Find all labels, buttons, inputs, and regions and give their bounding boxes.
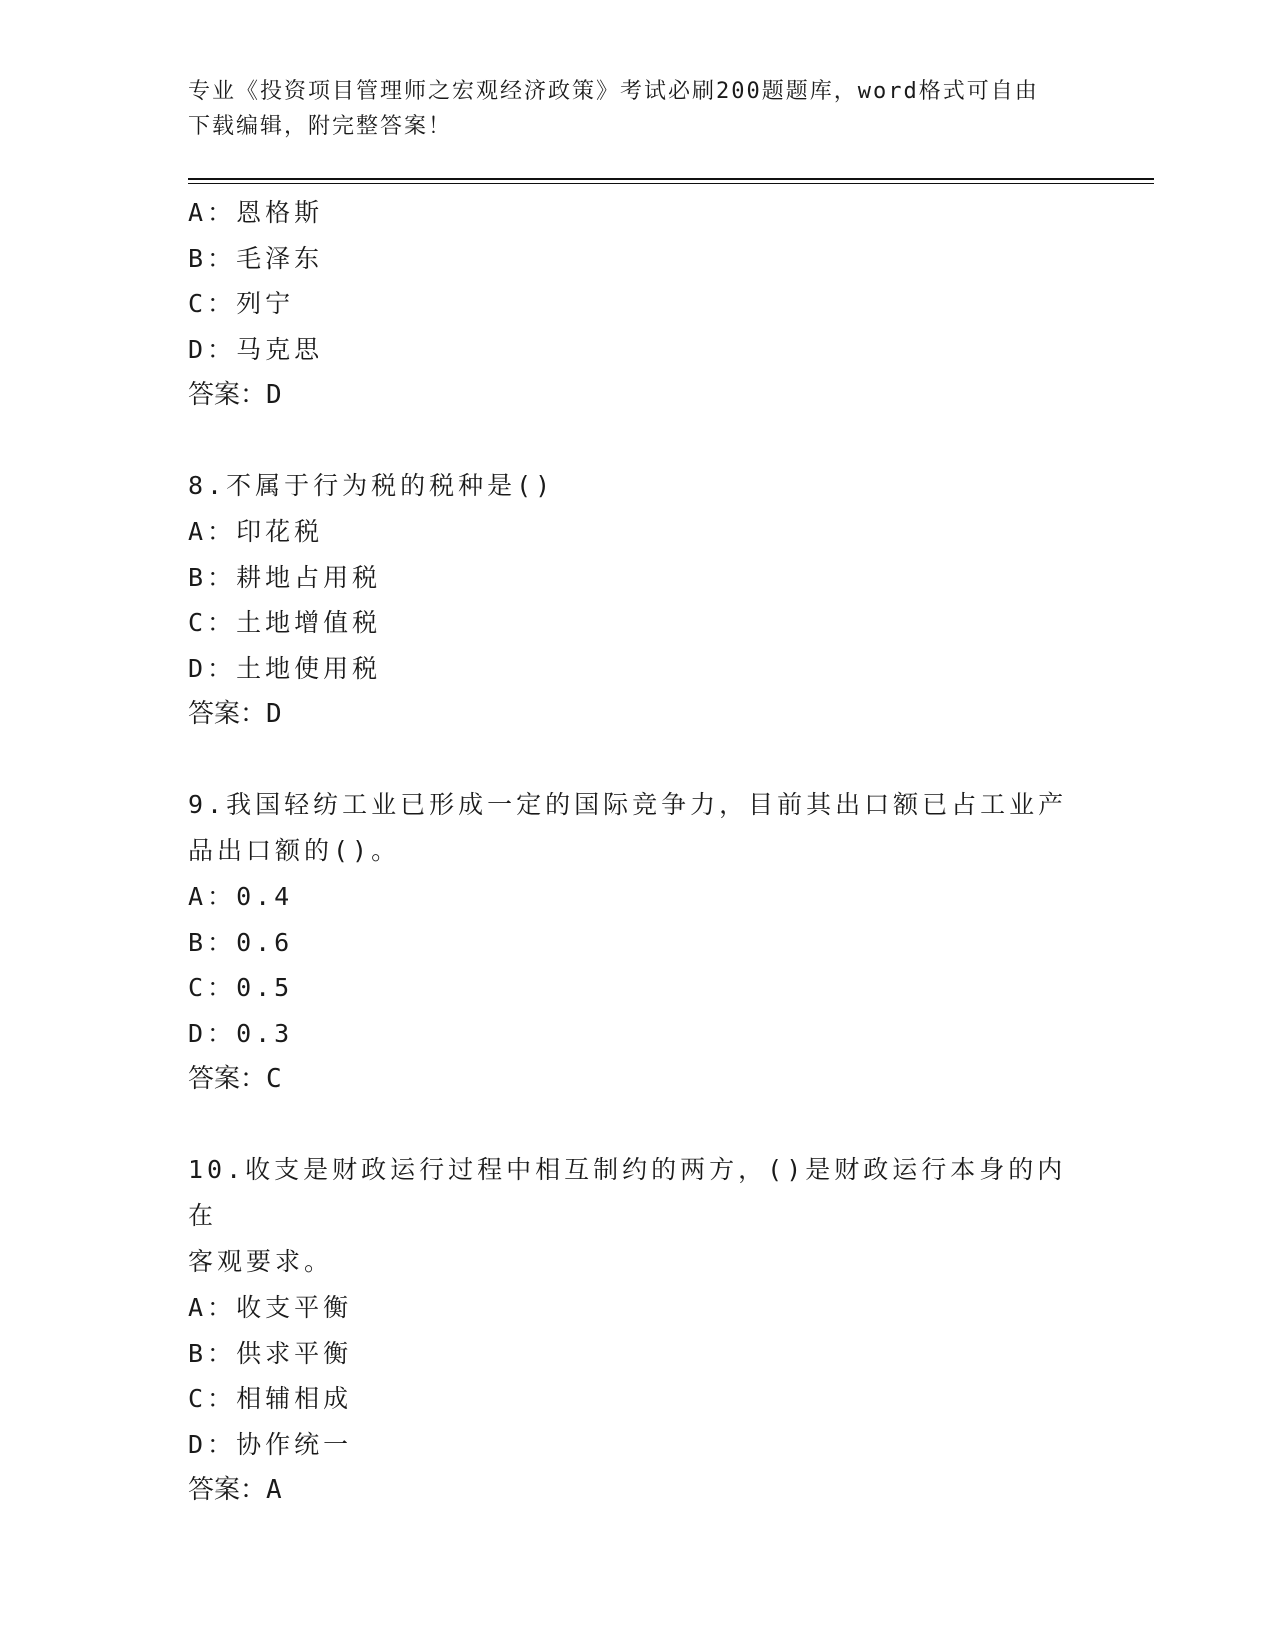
- option-text: 0.6: [236, 927, 294, 957]
- question-block-9: [188, 782, 1088, 1102]
- question-block-8: [188, 463, 1088, 737]
- option-a: [188, 874, 1088, 920]
- option-text: 耕地占用税: [236, 562, 382, 592]
- option-text: 相辅相成: [236, 1384, 353, 1413]
- question-block-7: [188, 190, 1088, 418]
- header-divider-thin: [188, 183, 1154, 184]
- option-key: B：: [188, 927, 237, 957]
- answer-line: [188, 372, 1088, 418]
- answer-label: 答案：: [188, 380, 267, 410]
- option-text: 列宁: [236, 289, 295, 318]
- answer-label: 答案：: [188, 1064, 267, 1094]
- option-text: 毛泽东: [236, 243, 324, 273]
- answer-line: [188, 1056, 1088, 1102]
- option-key: B：: [188, 243, 237, 273]
- option-text: 收支平衡: [236, 1293, 353, 1322]
- option-key: C：: [188, 1384, 237, 1413]
- option-key: B：: [188, 562, 237, 592]
- option-d: [188, 1011, 1088, 1057]
- option-text: 0.4: [236, 882, 294, 911]
- option-b: [188, 920, 1088, 966]
- option-key: C：: [188, 608, 237, 637]
- document-header: [188, 74, 1068, 144]
- option-text: 马克思: [236, 334, 324, 364]
- answer-line: [188, 1467, 1088, 1513]
- question-block-10: [188, 1147, 1088, 1513]
- question-stem-line-2: 客观要求。: [188, 1247, 334, 1276]
- option-text: 恩格斯: [236, 198, 324, 227]
- option-key: C：: [188, 973, 237, 1002]
- question-stem-line-1: 10.收支是财政运行过程中相互制约的两方，()是财政运行本身的内在: [188, 1155, 1067, 1230]
- option-key: A：: [188, 517, 237, 546]
- option-key: C：: [188, 289, 237, 318]
- answer-value: D: [266, 699, 282, 729]
- question-list: [188, 190, 1088, 1513]
- option-c: [188, 1376, 1088, 1422]
- question-stem: [188, 1147, 1068, 1285]
- option-c: [188, 281, 1088, 327]
- header-line-2: 下载编辑，附完整答案！: [188, 114, 453, 139]
- option-key: D：: [188, 1018, 237, 1048]
- answer-value: D: [266, 380, 282, 410]
- option-key: A：: [188, 1293, 237, 1322]
- option-key: D：: [188, 1429, 237, 1459]
- option-d: [188, 646, 1088, 692]
- option-c: [188, 600, 1088, 646]
- header-divider-thick: [188, 178, 1154, 180]
- header-line-1: 专业《投资项目管理师之宏观经济政策》考试必刷200题题库，word格式可自由: [188, 79, 1039, 104]
- answer-line: [188, 691, 1088, 737]
- option-a: [188, 509, 1088, 555]
- option-b: [188, 555, 1088, 601]
- option-key: D：: [188, 653, 237, 683]
- option-key: B：: [188, 1338, 237, 1368]
- option-text: 协作统一: [236, 1429, 353, 1459]
- option-key: D：: [188, 334, 237, 364]
- option-text: 土地使用税: [236, 653, 382, 683]
- option-text: 0.5: [236, 973, 294, 1002]
- answer-label: 答案：: [188, 699, 267, 729]
- option-a: [188, 190, 1088, 236]
- option-text: 印花税: [236, 517, 324, 546]
- option-c: [188, 965, 1088, 1011]
- question-stem: 8.不属于行为税的税种是(): [188, 471, 555, 500]
- answer-label: 答案：: [188, 1475, 267, 1505]
- answer-value: A: [266, 1475, 282, 1505]
- answer-value: C: [266, 1064, 282, 1094]
- option-key: A：: [188, 882, 237, 911]
- option-d: [188, 1422, 1088, 1468]
- option-text: 供求平衡: [236, 1338, 353, 1368]
- question-stem-line-2: 品出口额的()。: [188, 836, 401, 865]
- option-text: 0.3: [236, 1018, 294, 1048]
- option-d: [188, 327, 1088, 373]
- question-stem: [188, 782, 1068, 874]
- option-b: [188, 236, 1088, 282]
- question-stem-line-1: 9.我国轻纺工业已形成一定的国际竞争力，目前其出口额已占工业产: [188, 790, 1068, 819]
- option-text: 土地增值税: [236, 608, 382, 637]
- option-a: [188, 1285, 1088, 1331]
- option-b: [188, 1331, 1088, 1377]
- option-key: A：: [188, 198, 237, 227]
